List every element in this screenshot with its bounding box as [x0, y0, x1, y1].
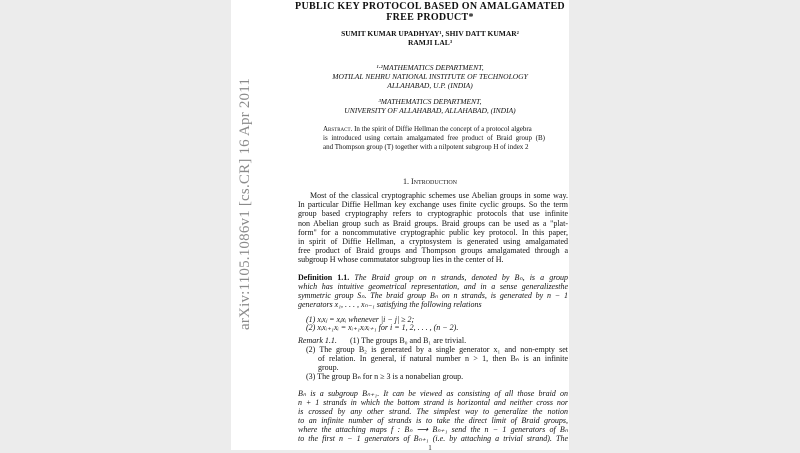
abstract-line-3: and Thompson group (T) together with a nilpotent subgroup H of index 2	[323, 143, 529, 151]
intro-line: Most of the classical cryptographic schemes use Abelian groups in some way.	[310, 191, 568, 200]
remark-item-continued: of relation. In general, if natural number n > 1, then Bₙ is an infinite	[318, 354, 568, 363]
section-heading: 1. Introduction	[403, 177, 457, 186]
definition-line: symmetric group Sₙ. The braid group Bₙ on n strands, is generated by n − 1	[298, 291, 568, 300]
intro-line: form" for a noncommutative cryptographic public key protocol. In this paper,	[298, 228, 568, 237]
definition-label: Definition 1.1.	[298, 273, 350, 282]
intro-line: group based cryptography refers to cryptographic protocols that use infinite	[298, 209, 568, 218]
intro-line: in spirit of Diffie Hellman, a cryptosystem is generated using amalgamated	[298, 237, 568, 246]
definition-line: which has intuitive geometrical representation, and in a sense generalizesthe	[298, 282, 568, 291]
abstract-line-1	[323, 125, 545, 134]
relation-item: (1) xᵢxⱼ = xⱼxᵢ whenever |i − j| ≥ 2;	[306, 315, 415, 324]
relation-item: (2) xᵢxᵢ₊₁xᵢ = xᵢ₊₁xᵢxᵢ₊₁ for i = 1, 2, . . . , (n − 2).	[306, 323, 459, 332]
remark-item: (2) The group B₂ is generated by a single generator x₁ and non-empty set	[306, 345, 568, 354]
intro-line: In particular Diffie Hellman key exchange uses finite cyclic groups. So the term	[298, 200, 568, 209]
affiliation-1-line-3: ALLAHABAD, U.P. (INDIA)	[387, 81, 473, 90]
closing-line: is crossed by any other strand. The simplest way to generalize the notion	[298, 407, 568, 416]
closing-line: n + 1 strands in which the bottom strand is horizontal and neither cross nor	[298, 398, 568, 407]
affiliation-2-line-2: UNIVERSITY OF ALLAHABAD, ALLAHABAD, (INDIA)	[344, 106, 516, 115]
title-line-1: PUBLIC KEY PROTOCOL BASED ON AMALGAMATED	[295, 1, 565, 12]
authors-line-2: RAMJI LAL³	[407, 38, 453, 47]
intro-line: subgroup H whose commutator subgroup lies in the center of H.	[298, 255, 504, 264]
title-line-2: FREE PRODUCT*	[386, 12, 474, 23]
definition-line-1	[298, 273, 568, 282]
definition-line: generators x₁, . . . , xₙ₋₁ satisfying the following relations	[298, 300, 482, 309]
abstract-line-2: is introduced using certain amalgamated free product of Braid group (B)	[323, 134, 545, 142]
closing-line: where the attaching maps f : Bₙ ⟶ Bₙ₊₁ send the n − 1 generators of Bₙ	[298, 425, 568, 434]
closing-line: to an infinite number of strands is to take the direct limit of Braid groups,	[298, 416, 568, 425]
arxiv-stamp: arXiv:1105.1086v1 [cs.CR] 16 Apr 2011	[237, 77, 253, 330]
closing-line: Bₙ is a subgroup Bₙ₊₁. It can be viewed as consisting of all those braid on	[298, 389, 568, 398]
affiliation-1-line-2: MOTILAL NEHRU NATIONAL INSTITUTE OF TECHNOLOGY	[332, 72, 528, 81]
abstract-label: Abstract.	[323, 125, 353, 133]
page-number: 1	[428, 444, 432, 452]
intro-line: non Abelian group such as Braid groups. Braid groups can be used as a "plat-	[298, 219, 568, 228]
intro-line: free product of Braid groups and Thompson groups amalgamated through a	[298, 246, 568, 255]
authors-line-1: SUMIT KUMAR UPADHYAY¹, SHIV DATT KUMAR²	[341, 29, 519, 38]
remark-item: (1) The groups B₀ and B₁ are trivial.	[350, 336, 467, 345]
abstract-text: In the spirit of Diffie Hellman the concept of a protocol algebra	[354, 125, 532, 133]
remark-item-continued: group.	[318, 363, 339, 372]
remark-label: Remark 1.1.	[298, 336, 337, 345]
affiliation-2-line-1: ³MATHEMATICS DEPARTMENT,	[378, 97, 482, 106]
closing-line: to the first n − 1 generators of Bₙ₊₁ (i.e. by attaching a trivial strand). The	[298, 434, 568, 443]
remark-item: (3) The group Bₙ for n ≥ 3 is a nonabelian group.	[306, 372, 464, 381]
definition-text: The Braid group on n strands, denoted by Bₙ, is a group	[354, 273, 569, 282]
affiliation-1-line-1: ¹·²MATHEMATICS DEPARTMENT,	[376, 63, 484, 72]
